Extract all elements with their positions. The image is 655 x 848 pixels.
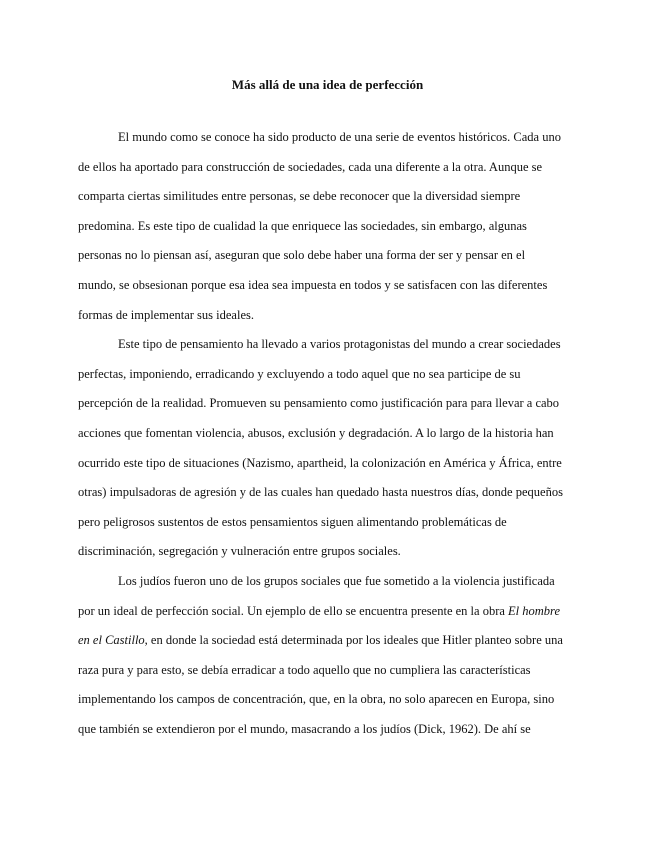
text-line: comparta ciertas similitudes entre personas, se debe reconocer que la diversidad siempre (78, 189, 521, 204)
text-line: Este tipo de pensamiento ha llevado a varios protagonistas del mundo a crear sociedades (118, 337, 561, 352)
text-line: otras) impulsadoras de agresión y de las cuales han quedado hasta nuestros días, donde pequeños (78, 485, 563, 500)
text-line: de ellos ha aportado para construcción de sociedades, cada una diferente a la otra. Aunque se (78, 159, 543, 174)
text-line: mundo, se obsesionan porque esa idea sea impuesta en todos y se satisfacen con las diferentes (78, 277, 548, 292)
text-line: que también se extendieron por el mundo, masacrando a los judíos (Dick, 1962). De ahí se (78, 721, 531, 736)
text-line: implementando los campos de concentración, que, en la obra, no solo aparecen en Europa, sino (78, 692, 555, 707)
paragraph-1 (78, 123, 582, 330)
text-line: Los judíos fueron uno de los grupos sociales que fue sometido a la violencia justificada (118, 573, 555, 588)
text-line: percepción de la realidad. Promueven su pensamiento como justificación para para llevar a cabo (78, 396, 560, 411)
text-segment: por un ideal de perfección social. Un ejemplo de ello se encuentra presente en la obra (78, 603, 509, 618)
text-line: acciones que fomentan violencia, abusos, exclusión y degradación. A lo largo de la historia han (78, 425, 554, 440)
book-title-italic: El hombre (508, 603, 560, 618)
text-line: raza pura y para esto, se debía erradicar a todo aquello que no cumpliera las características (78, 662, 531, 677)
book-title-italic: en el Castillo (78, 633, 145, 648)
document-body (78, 123, 582, 744)
document-title: Más allá de una idea de perfección (231, 77, 424, 92)
text-line (78, 626, 582, 656)
text-line: El mundo como se conoce ha sido producto de una serie de eventos históricos. Cada uno (118, 130, 561, 144)
text-line: discriminación, segregación y vulneración entre grupos sociales. (78, 544, 401, 559)
text-segment: , en donde la sociedad está determinada por los ideales que Hitler planteo sobre una (144, 633, 563, 648)
paragraph-3 (78, 567, 582, 745)
text-line: personas no lo piensan así, aseguran que solo debe haber una forma der ser y pensar en el (78, 248, 526, 263)
paragraph-2 (78, 330, 582, 567)
text-line: pero peligrosos sustentos de estos pensamientos siguen alimentando problemáticas de (78, 514, 507, 529)
text-line (78, 597, 582, 627)
text-line: formas de implementar sus ideales. (78, 307, 254, 322)
text-line: perfectas, imponiendo, erradicando y excluyendo a todo aquel que no sea participe de su (78, 366, 521, 381)
text-line: ocurrido este tipo de situaciones (Nazismo, apartheid, la colonización en América y África, entre (78, 455, 562, 470)
text-line: predomina. Es este tipo de cualidad la que enriquece las sociedades, sin embargo, algunas (78, 218, 527, 233)
